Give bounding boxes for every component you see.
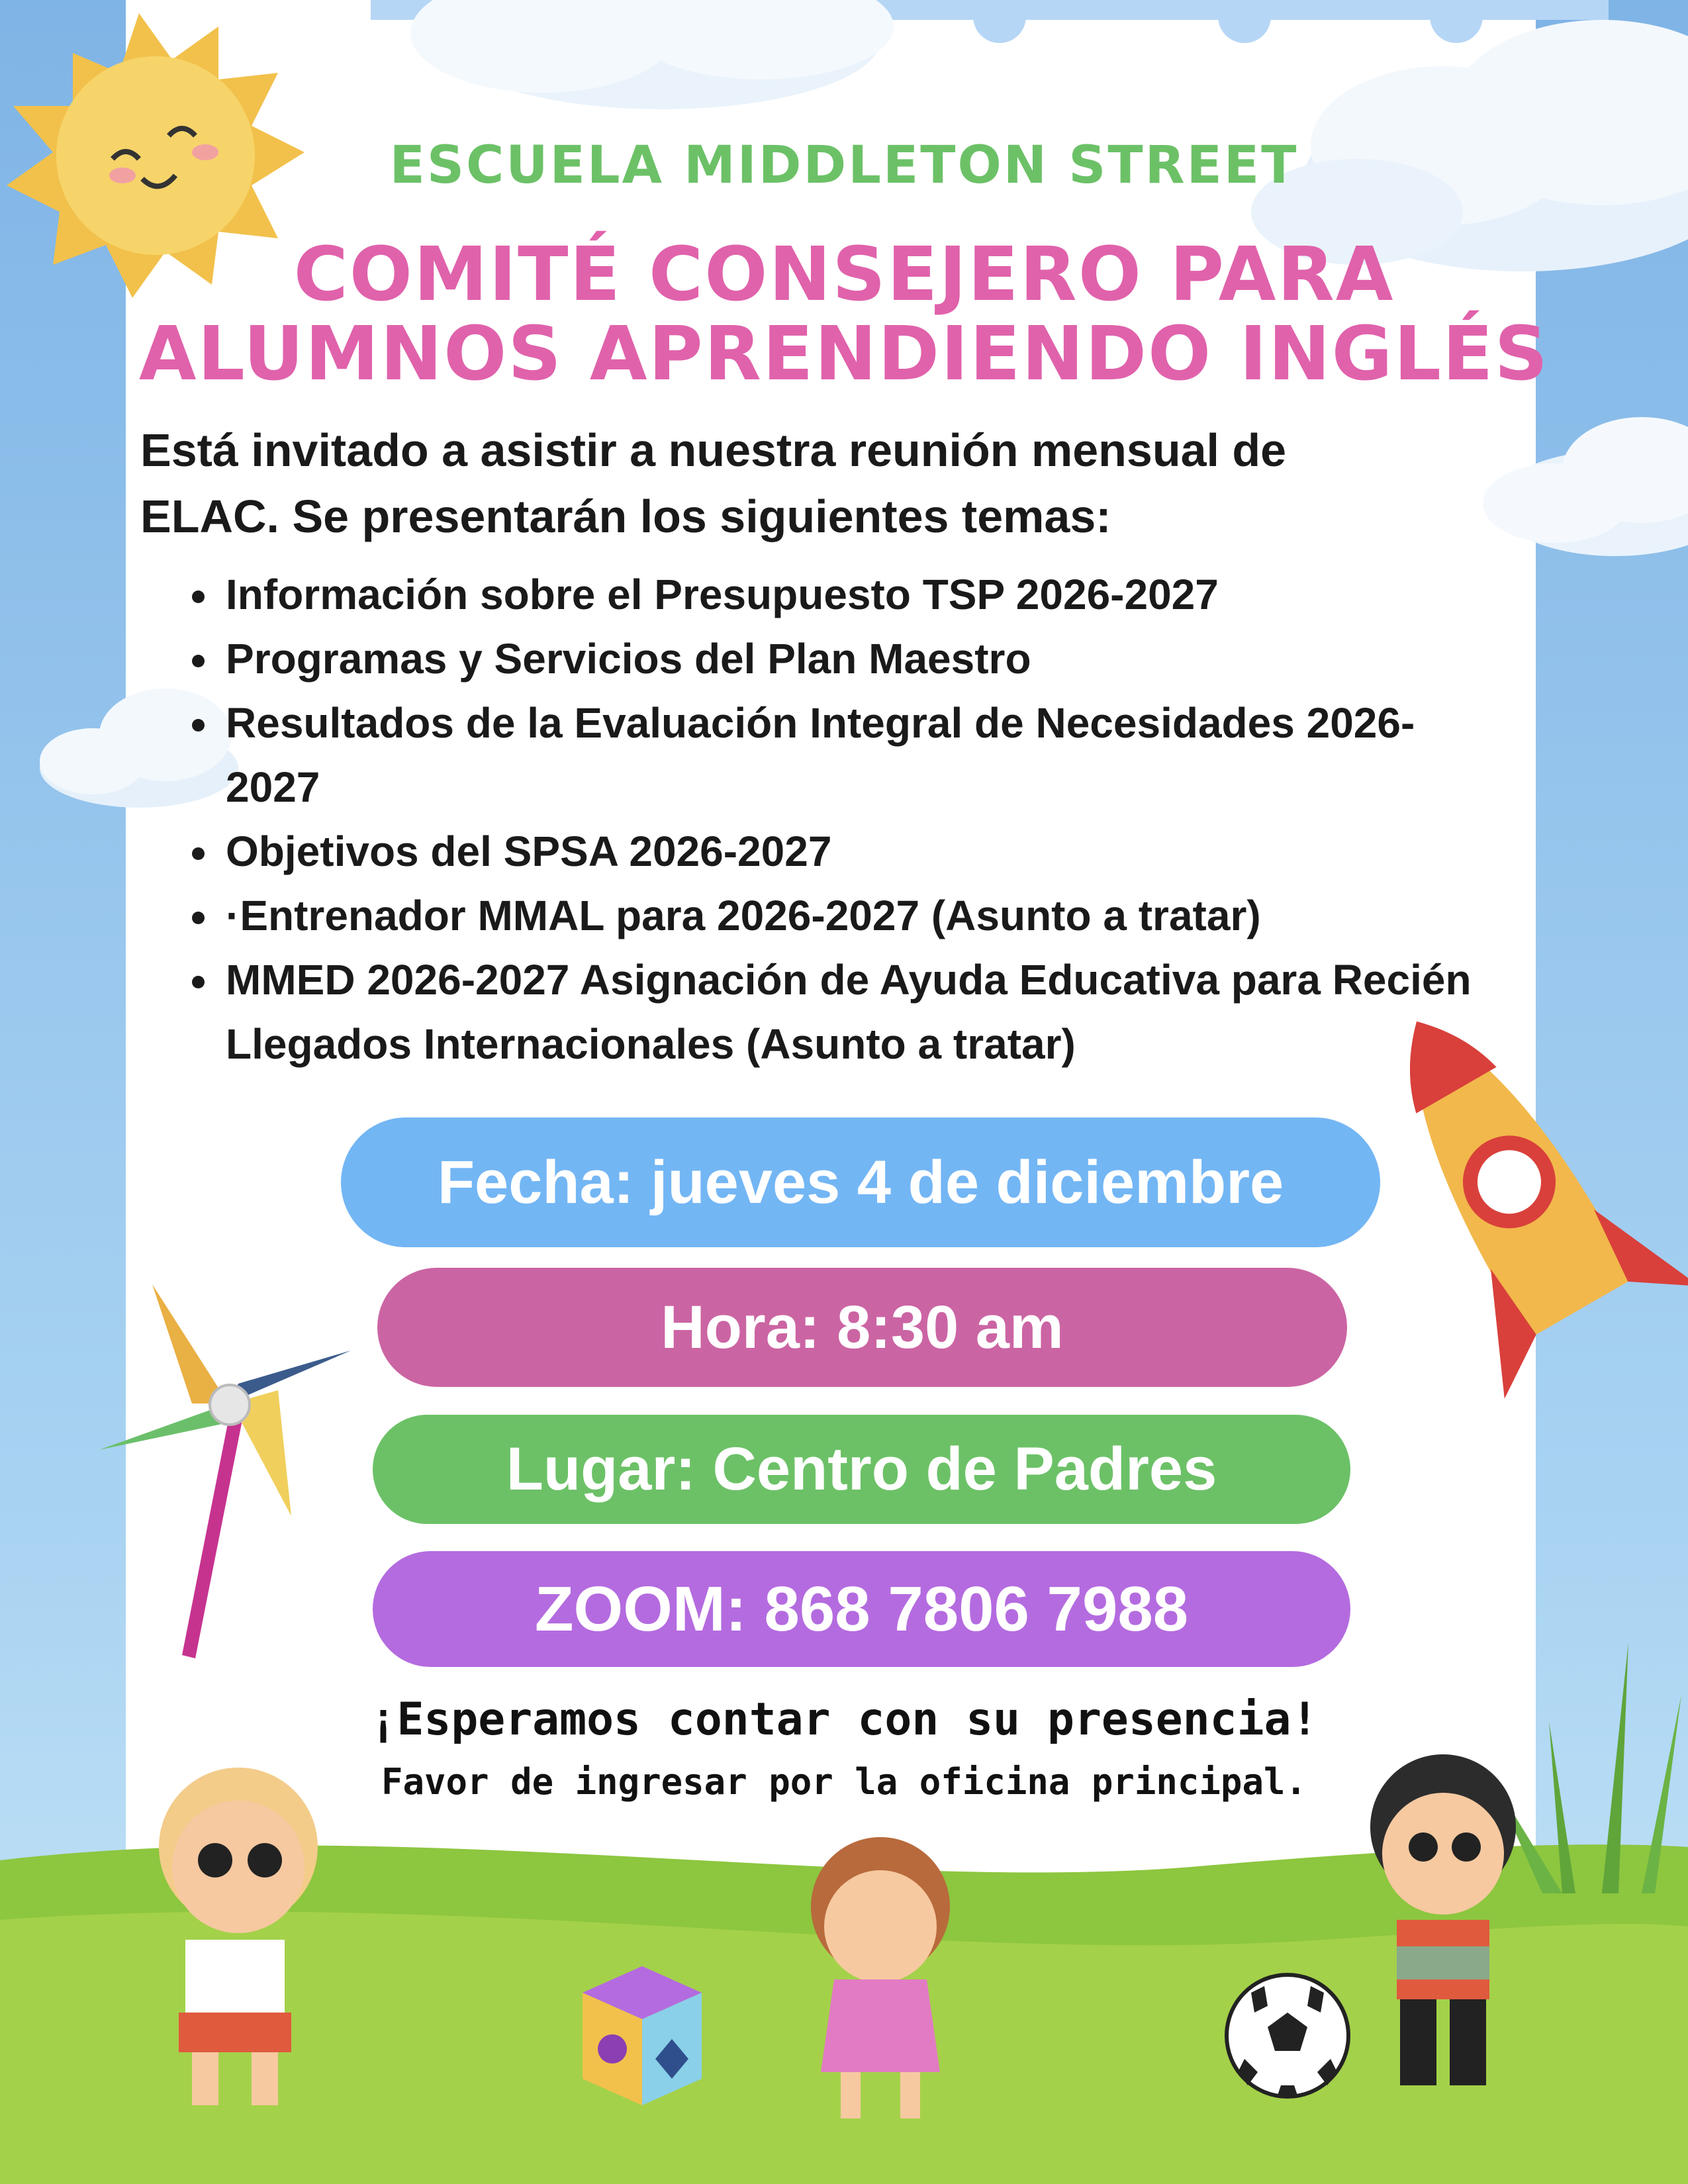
intro-line1: Está invitado a asistir a nuestra reunión mensual de <box>140 424 1287 476</box>
list-item: • Resultados de la Evaluación Integral de Necesidades 2026-2027 <box>222 691 1450 820</box>
place-pill: Lugar: Centro de Padres <box>373 1415 1350 1524</box>
closing-line2: Favor de ingresar por la oficina principal. <box>381 1761 1307 1803</box>
list-item: • Programas y Servicios del Plan Maestro <box>222 627 1546 691</box>
pinwheel-icon <box>99 1284 351 1658</box>
intro-line2: ELAC. Se presentarán los siguientes temas: <box>140 491 1111 542</box>
school-name: ESCUELA MIDDLETON STREET <box>389 136 1299 195</box>
list-item: • MMED 2026-2027 Asignación de Ayuda Educativa para Recién Llegados Internacionales (Asunto a tratar) <box>222 948 1503 1076</box>
page-title-line2: ALUMNOS APRENDIENDO INGLÉS <box>138 311 1550 397</box>
soccer-ball-icon <box>1227 1975 1348 2097</box>
list-item: • Información sobre el Presupuesto TSP 2026-2027 <box>222 563 1546 627</box>
time-pill: Hora: 8:30 am <box>377 1268 1347 1387</box>
list-item: • Objetivos del SPSA 2026-2027 <box>222 820 1546 884</box>
intro-text <box>140 417 1497 549</box>
list-item: • ·Entrenador MMAL para 2026-2027 (Asunto a tratar) <box>222 884 1546 948</box>
date-pill: Fecha: jueves 4 de diciembre <box>341 1117 1380 1247</box>
page-title-line1: COMITÉ CONSEJERO PARA <box>293 232 1395 318</box>
closing-line1: ¡Esperamos contar con su presencia! <box>369 1693 1319 1746</box>
cloud-icon <box>1483 417 1688 556</box>
zoom-pill: ZOOM: 868 7806 7988 <box>373 1551 1350 1667</box>
toy-block-icon <box>583 1966 702 2105</box>
topic-list <box>179 563 1546 1076</box>
